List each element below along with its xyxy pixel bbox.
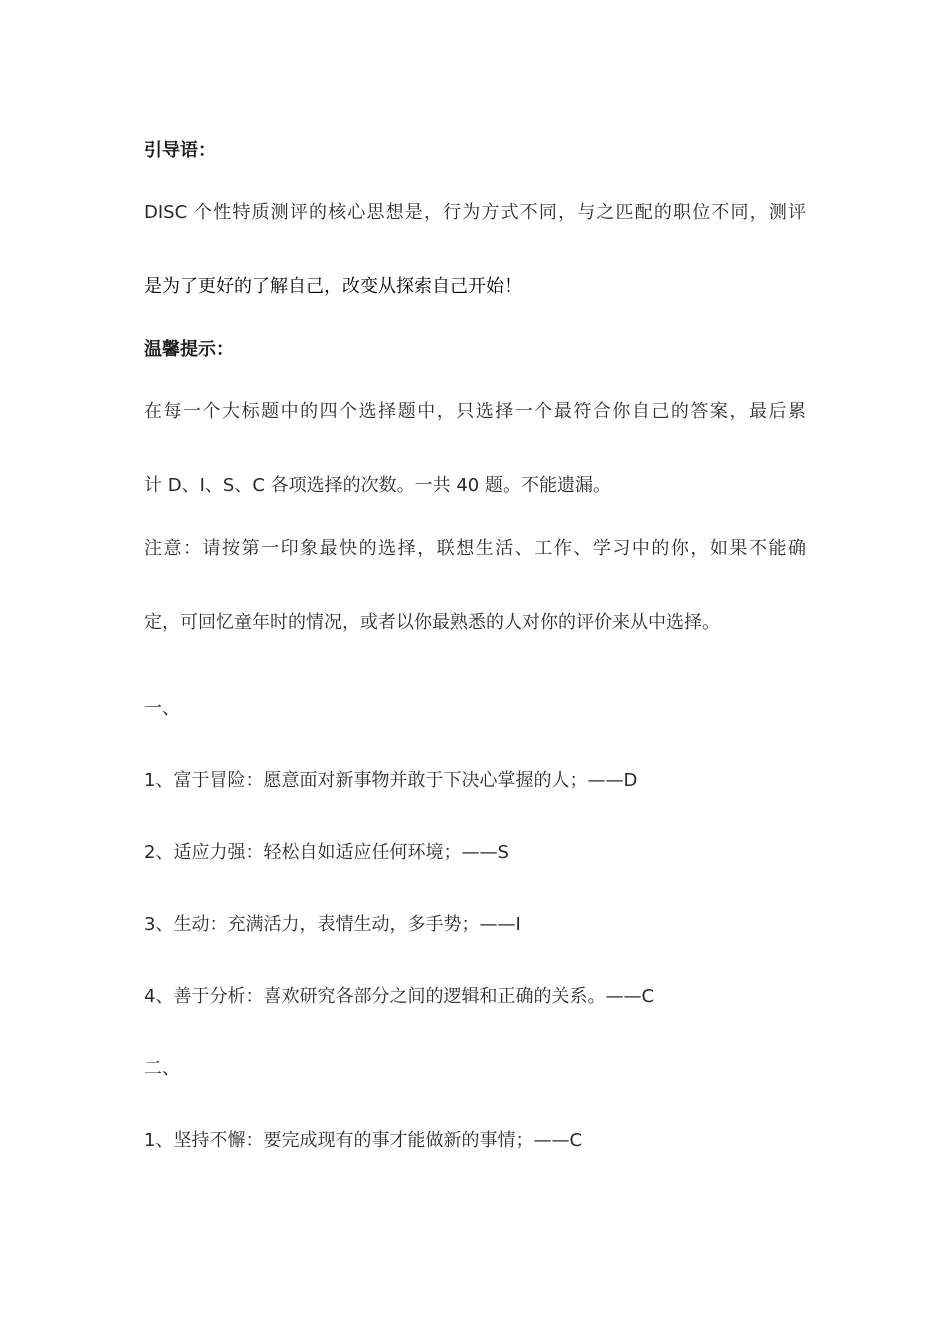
note-paragraph-line-2: 定，可回忆童年时的情况，或者以你最熟悉的人对你的评价来从中选择。	[144, 612, 720, 633]
tips-paragraph-line-2: 计 D、I、S、C 各项选择的次数。一共 40 题。不能遗漏。	[144, 475, 611, 496]
section-title-1: 一、	[144, 698, 180, 719]
question-item: 4、善于分析：喜欢研究各部分之间的逻辑和正确的关系。——C	[144, 986, 655, 1007]
tips-paragraph-line-1: 在每一个大标题中的四个选择题中，只选择一个最符合你自己的答案，最后累	[144, 401, 806, 422]
section-title-2: 二、	[144, 1058, 180, 1079]
question-item: 2、适应力强：轻松自如适应任何环境；——S	[144, 842, 509, 863]
question-item: 1、富于冒险：愿意面对新事物并敢于下决心掌握的人；——D	[144, 770, 638, 791]
tips-heading: 温馨提示：	[144, 339, 234, 360]
intro-paragraph-line-2: 是为了更好的了解自己，改变从探索自己开始！	[144, 276, 522, 297]
note-paragraph-line-1: 注意：请按第一印象最快的选择，联想生活、工作、学习中的你，如果不能确	[144, 538, 806, 559]
intro-heading: 引导语：	[144, 140, 216, 161]
question-item: 1、坚持不懈：要完成现有的事才能做新的事情；——C	[144, 1130, 583, 1151]
intro-paragraph-line-1: DISC 个性特质测评的核心思想是，行为方式不同，与之匹配的职位不同，测评	[144, 202, 806, 223]
question-item: 3、生动：充满活力，表情生动，多手势；——I	[144, 914, 521, 935]
